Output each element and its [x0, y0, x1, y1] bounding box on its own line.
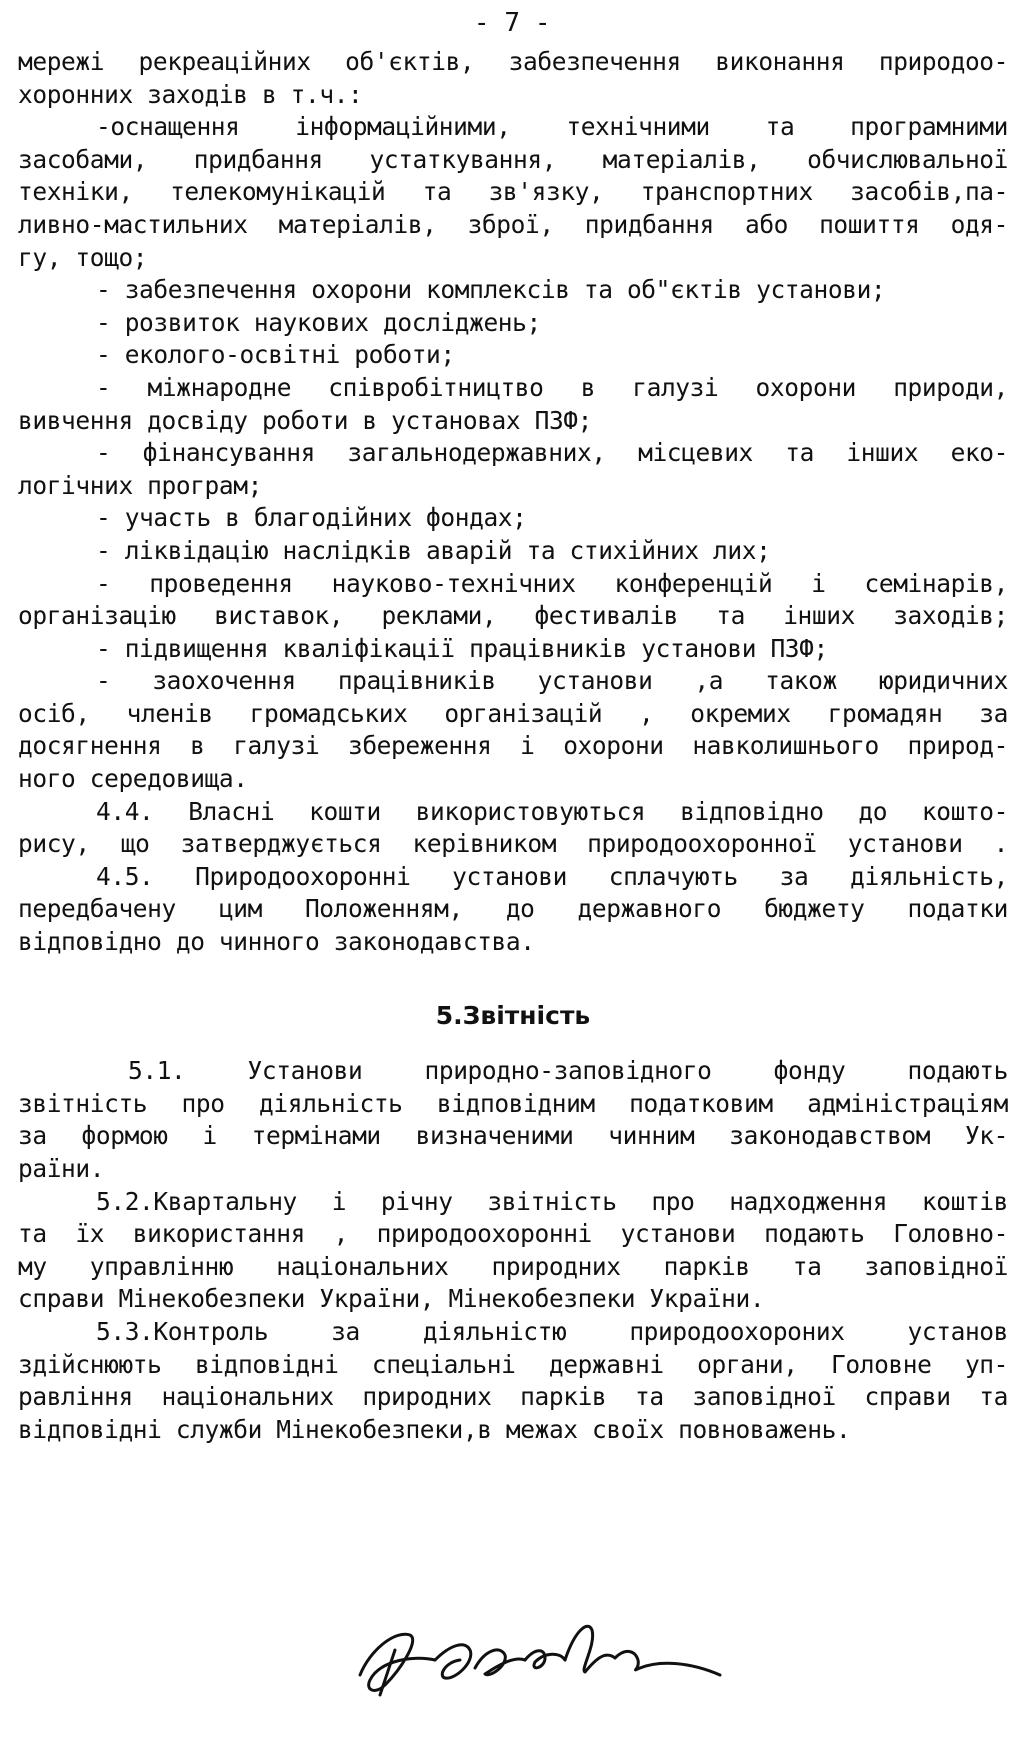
text-line: ного середовища.: [18, 764, 248, 794]
text-line: відповідно до чинного законодавства.: [18, 927, 535, 957]
text-line: - еколого-освітні роботи;: [96, 340, 455, 370]
section-heading: 5.Звітність: [435, 1001, 591, 1031]
text-line: - проведення науково-технічних конференцій і семінарів,: [96, 568, 1008, 598]
text-line: та їх використання , природоохоронні установи подають Головно-: [18, 1219, 1008, 1249]
text-line: -оснащення інформаційними, технічними та програмними: [96, 112, 1008, 142]
text-line: передбачену цим Положенням, до державного бюджету податки: [18, 894, 1008, 924]
text-line: досягнення в галузі збереження і охорони навколишнього природ-: [18, 731, 1008, 761]
text-line: 4.5. Природоохоронні установи сплачують за діяльність,: [96, 861, 1008, 891]
text-line: ливно-мастильних матеріалів, зброї, придбання або пошиття одя-: [18, 209, 1008, 239]
text-line: - міжнародне співробітництво в галузі охорони природи,: [96, 372, 1008, 402]
document-body: [18, 46, 1008, 1446]
page-number: - 7 -: [473, 8, 551, 38]
text-line: равління національних природних парків та заповідної справи та: [18, 1382, 1008, 1412]
text-line: звітність про діяльність відповідним податковим адміністраціям: [18, 1088, 1008, 1118]
text-line: осіб, членів громадських організацій , окремих громадян за: [18, 698, 1008, 728]
text-line: здійснюють відповідні спеціальні державні органи, Головне уп-: [18, 1349, 1008, 1379]
text-line: за формою і термінами визначеними чинним законодавством Ук-: [18, 1121, 1008, 1151]
text-line: логічних програм;: [18, 470, 262, 500]
spacer: [18, 959, 1008, 992]
spacer: [18, 1041, 1008, 1055]
text-line: мережі рекреаційних об'єктів, забезпечення виконання природоо-: [18, 47, 1008, 76]
text-line: - заохочення працівників установи ,а також юридичних: [96, 666, 1008, 696]
text-line: раїни.: [18, 1154, 105, 1183]
text-line: техніки, телекомунікацій та зв'язку, транспортних засобів,па-: [18, 177, 1008, 207]
text-line: вивчення досвіду роботи в установах ПЗФ;: [18, 405, 593, 435]
text-line: організацію виставок, реклами, фестивалів та інших заходів;: [18, 601, 1008, 631]
text-line: - участь в благодійних фондах;: [96, 503, 527, 533]
text-line: 4.4. Власні кошти використовуються відповідно до кошто-: [96, 796, 1008, 826]
text-line: 5.1. Установи природно-заповідного фонду подають: [128, 1056, 1008, 1086]
handwritten-signature: [340, 1590, 760, 1710]
text-line: 5.2.Квартальну і річну звітність про надходження коштів: [96, 1186, 1008, 1216]
text-line: - фінансування загальнодержавних, місцевих та інших еко-: [96, 438, 1008, 468]
text-line: - розвиток наукових досліджень;: [96, 307, 541, 337]
text-line: хоронних заходів в т.ч.:: [18, 79, 363, 109]
text-line: відповідні служби Мінекобезпеки,в межах своїх повноважень.: [18, 1414, 851, 1444]
text-line: - забезпечення охорони комплексів та об"єктів установи;: [96, 275, 886, 305]
text-line: - ліквідацію наслідків аварій та стихійних лих;: [96, 535, 771, 565]
text-line: справи Мінекобезпеки України, Мінекобезпеки України.: [18, 1284, 765, 1314]
text-line: му управлінню національних природних парків та заповідної: [18, 1251, 1008, 1281]
text-line: 5.3.Контроль за діяльністю природоохороних установ: [96, 1316, 1008, 1346]
text-line: - підвищення кваліфікації працівників установи ПЗФ;: [96, 633, 828, 663]
text-line: засобами, придбання устаткування, матеріалів, обчислювальної: [18, 144, 1008, 174]
text-line: рису, що затверджується керівником природоохоронної установи .: [18, 829, 1008, 859]
text-line: гу, тощо;: [18, 242, 148, 272]
